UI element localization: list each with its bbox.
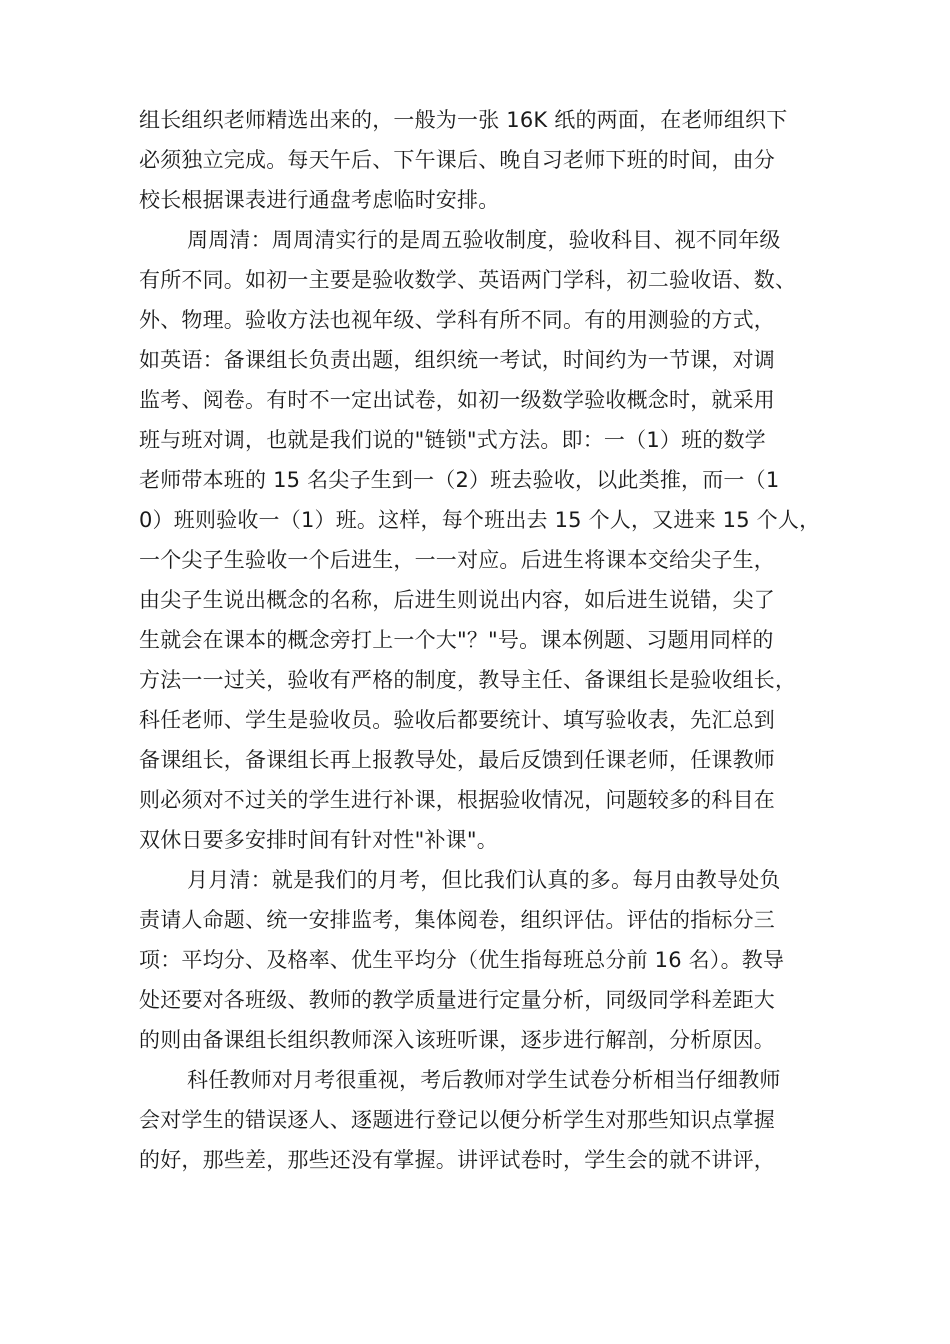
text-line: 项：平均分、及格率、优生平均分（优生指每班总分前 16 名）。教导 — [139, 948, 785, 972]
text-line: 0）班则验收一（1）班。这样，每个班出去 15 个人，又进来 15 个人， — [139, 508, 821, 532]
text-line: 由尖子生说出概念的名称，后进生则说出内容，如后进生说错，尖了 — [139, 588, 775, 612]
text-line: 一个尖子生验收一个后进生，一一对应。后进生将课本交给尖子生， — [139, 548, 775, 572]
paragraph-start-line: 科任教师对月考很重视，考后教师对学生试卷分析相当仔细教师 — [187, 1068, 781, 1092]
text-line: 必须独立完成。每天午后、下午课后、晚自习老师下班的时间，由分 — [139, 148, 775, 172]
text-line: 处还要对各班级、教师的教学质量进行定量分析，同级同学科差距大 — [139, 988, 775, 1012]
text-line: 会对学生的错误逐人、逐题进行登记以便分析学生对那些知识点掌握 — [139, 1108, 775, 1132]
text-line: 生就会在课本的概念旁打上一个大"？"号。课本例题、习题用同样的 — [139, 628, 774, 652]
paragraph-start-line: 周周清：周周清实行的是周五验收制度，验收科目、视不同年级 — [187, 228, 781, 252]
text-line: 的则由备课组长组织教师深入该班听课，逐步进行解剖，分析原因。 — [139, 1028, 775, 1052]
text-line: 外、物理。验收方法也视年级、学科有所不同。有的用测验的方式， — [139, 308, 775, 332]
text-line: 组长组织老师精选出来的，一般为一张 16K 纸的两面，在老师组织下 — [139, 108, 788, 132]
text-line: 则必须对不过关的学生进行补课，根据验收情况，问题较多的科目在 — [139, 788, 775, 812]
text-line: 班与班对调，也就是我们说的"链锁"式方法。即：一（1）班的数学 — [139, 428, 766, 452]
text-line: 的好，那些差，那些还没有掌握。讲评试卷时，学生会的就不讲评， — [139, 1148, 775, 1172]
text-line: 如英语：备课组长负责出题，组织统一考试，时间约为一节课，对调 — [139, 348, 775, 372]
body-text — [139, 100, 839, 1180]
text-line: 监考、阅卷。有时不一定出试卷，如初一级数学验收概念时，就采用 — [139, 388, 775, 412]
text-line: 责请人命题、统一安排监考，集体阅卷，组织评估。评估的指标分三 — [139, 908, 775, 932]
text-line: 老师带本班的 15 名尖子生到一（2）班去验收，以此类推，而一（1 — [139, 468, 780, 492]
text-line: 备课组长，备课组长再上报教导处，最后反馈到任课老师，任课教师 — [139, 748, 775, 772]
text-line: 有所不同。如初一主要是验收数学、英语两门学科，初二验收语、数、 — [139, 268, 797, 292]
text-line: 双休日要多安排时间有针对性"补课"。 — [139, 828, 498, 852]
text-line: 校长根据课表进行通盘考虑临时安排。 — [139, 188, 500, 212]
text-line: 科任老师、学生是验收员。验收后都要统计、填写验收表，先汇总到 — [139, 708, 775, 732]
paragraph-start-line: 月月清：就是我们的月考，但比我们认真的多。每月由教导处负 — [187, 868, 781, 892]
text-line: 方法一一过关，验收有严格的制度，教导主任、备课组长是验收组长， — [139, 668, 797, 692]
